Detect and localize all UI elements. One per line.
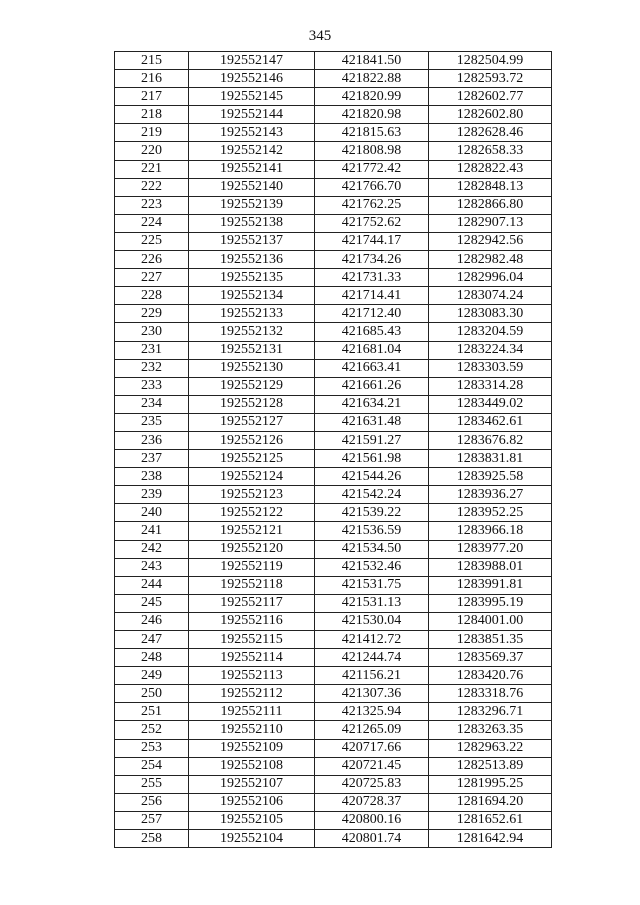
x-coordinate-cell: 421744.17 bbox=[315, 232, 429, 250]
y-coordinate-cell: 1281642.94 bbox=[429, 830, 552, 848]
point-id-cell: 192552147 bbox=[189, 52, 315, 70]
row-number-cell: 252 bbox=[115, 721, 189, 739]
x-coordinate-cell: 421591.27 bbox=[315, 431, 429, 449]
x-coordinate-cell: 421156.21 bbox=[315, 667, 429, 685]
x-coordinate-cell: 421265.09 bbox=[315, 721, 429, 739]
y-coordinate-cell: 1283462.61 bbox=[429, 413, 552, 431]
table-row bbox=[115, 341, 552, 359]
y-coordinate-cell: 1283449.02 bbox=[429, 395, 552, 413]
table-row bbox=[115, 251, 552, 269]
table-row bbox=[115, 631, 552, 649]
y-coordinate-cell: 1283851.35 bbox=[429, 631, 552, 649]
y-coordinate-cell: 1283676.82 bbox=[429, 431, 552, 449]
point-id-cell: 192552112 bbox=[189, 685, 315, 703]
row-number-cell: 222 bbox=[115, 178, 189, 196]
point-id-cell: 192552127 bbox=[189, 413, 315, 431]
row-number-cell: 230 bbox=[115, 323, 189, 341]
x-coordinate-cell: 421815.63 bbox=[315, 124, 429, 142]
row-number-cell: 215 bbox=[115, 52, 189, 70]
point-id-cell: 192552145 bbox=[189, 88, 315, 106]
y-coordinate-cell: 1282658.33 bbox=[429, 142, 552, 160]
y-coordinate-cell: 1284001.00 bbox=[429, 612, 552, 630]
y-coordinate-cell: 1282513.89 bbox=[429, 757, 552, 775]
y-coordinate-cell: 1282602.80 bbox=[429, 106, 552, 124]
table-row bbox=[115, 504, 552, 522]
row-number-cell: 237 bbox=[115, 450, 189, 468]
y-coordinate-cell: 1282602.77 bbox=[429, 88, 552, 106]
row-number-cell: 221 bbox=[115, 160, 189, 178]
row-number-cell: 244 bbox=[115, 576, 189, 594]
table-row bbox=[115, 413, 552, 431]
row-number-cell: 239 bbox=[115, 486, 189, 504]
point-id-cell: 192552129 bbox=[189, 377, 315, 395]
table-row bbox=[115, 811, 552, 829]
x-coordinate-cell: 421752.62 bbox=[315, 214, 429, 232]
x-coordinate-cell: 421531.13 bbox=[315, 594, 429, 612]
point-id-cell: 192552107 bbox=[189, 775, 315, 793]
x-coordinate-cell: 421244.74 bbox=[315, 649, 429, 667]
y-coordinate-cell: 1283318.76 bbox=[429, 685, 552, 703]
y-coordinate-cell: 1282628.46 bbox=[429, 124, 552, 142]
x-coordinate-cell: 421634.21 bbox=[315, 395, 429, 413]
row-number-cell: 240 bbox=[115, 504, 189, 522]
point-id-cell: 192552134 bbox=[189, 287, 315, 305]
point-id-cell: 192552135 bbox=[189, 269, 315, 287]
point-id-cell: 192552109 bbox=[189, 739, 315, 757]
point-id-cell: 192552111 bbox=[189, 703, 315, 721]
point-id-cell: 192552106 bbox=[189, 793, 315, 811]
y-coordinate-cell: 1283831.81 bbox=[429, 450, 552, 468]
x-coordinate-cell: 421841.50 bbox=[315, 52, 429, 70]
table-row bbox=[115, 594, 552, 612]
x-coordinate-cell: 421325.94 bbox=[315, 703, 429, 721]
y-coordinate-cell: 1282866.80 bbox=[429, 196, 552, 214]
row-number-cell: 257 bbox=[115, 811, 189, 829]
x-coordinate-cell: 421712.40 bbox=[315, 305, 429, 323]
point-id-cell: 192552128 bbox=[189, 395, 315, 413]
row-number-cell: 225 bbox=[115, 232, 189, 250]
x-coordinate-cell: 421661.26 bbox=[315, 377, 429, 395]
row-number-cell: 246 bbox=[115, 612, 189, 630]
y-coordinate-cell: 1283925.58 bbox=[429, 468, 552, 486]
y-coordinate-cell: 1283224.34 bbox=[429, 341, 552, 359]
row-number-cell: 217 bbox=[115, 88, 189, 106]
x-coordinate-cell: 421412.72 bbox=[315, 631, 429, 649]
x-coordinate-cell: 421542.24 bbox=[315, 486, 429, 504]
table-row bbox=[115, 178, 552, 196]
row-number-cell: 236 bbox=[115, 431, 189, 449]
point-id-cell: 192552123 bbox=[189, 486, 315, 504]
table-row bbox=[115, 196, 552, 214]
x-coordinate-cell: 421820.98 bbox=[315, 106, 429, 124]
table-row bbox=[115, 431, 552, 449]
x-coordinate-cell: 420800.16 bbox=[315, 811, 429, 829]
table-row bbox=[115, 667, 552, 685]
table-row bbox=[115, 685, 552, 703]
row-number-cell: 224 bbox=[115, 214, 189, 232]
table-row bbox=[115, 830, 552, 848]
x-coordinate-cell: 421536.59 bbox=[315, 522, 429, 540]
page-number: 345 bbox=[308, 28, 332, 44]
y-coordinate-cell: 1283074.24 bbox=[429, 287, 552, 305]
row-number-cell: 241 bbox=[115, 522, 189, 540]
y-coordinate-cell: 1282942.56 bbox=[429, 232, 552, 250]
x-coordinate-cell: 421544.26 bbox=[315, 468, 429, 486]
x-coordinate-cell: 421663.41 bbox=[315, 359, 429, 377]
x-coordinate-cell: 421772.42 bbox=[315, 160, 429, 178]
point-id-cell: 192552140 bbox=[189, 178, 315, 196]
x-coordinate-cell: 421531.75 bbox=[315, 576, 429, 594]
y-coordinate-cell: 1282822.43 bbox=[429, 160, 552, 178]
table-row bbox=[115, 757, 552, 775]
row-number-cell: 219 bbox=[115, 124, 189, 142]
point-id-cell: 192552137 bbox=[189, 232, 315, 250]
table-row bbox=[115, 721, 552, 739]
row-number-cell: 248 bbox=[115, 649, 189, 667]
row-number-cell: 255 bbox=[115, 775, 189, 793]
point-id-cell: 192552115 bbox=[189, 631, 315, 649]
x-coordinate-cell: 421685.43 bbox=[315, 323, 429, 341]
table-row bbox=[115, 70, 552, 88]
x-coordinate-cell: 421714.41 bbox=[315, 287, 429, 305]
point-id-cell: 192552113 bbox=[189, 667, 315, 685]
table-row bbox=[115, 612, 552, 630]
x-coordinate-cell: 421561.98 bbox=[315, 450, 429, 468]
row-number-cell: 256 bbox=[115, 793, 189, 811]
y-coordinate-cell: 1283936.27 bbox=[429, 486, 552, 504]
y-coordinate-cell: 1282982.48 bbox=[429, 251, 552, 269]
table-row bbox=[115, 305, 552, 323]
point-id-cell: 192552110 bbox=[189, 721, 315, 739]
point-id-cell: 192552132 bbox=[189, 323, 315, 341]
point-id-cell: 192552142 bbox=[189, 142, 315, 160]
point-id-cell: 192552105 bbox=[189, 811, 315, 829]
y-coordinate-cell: 1282504.99 bbox=[429, 52, 552, 70]
y-coordinate-cell: 1283204.59 bbox=[429, 323, 552, 341]
y-coordinate-cell: 1283303.59 bbox=[429, 359, 552, 377]
row-number-cell: 250 bbox=[115, 685, 189, 703]
row-number-cell: 243 bbox=[115, 558, 189, 576]
table-row bbox=[115, 359, 552, 377]
x-coordinate-cell: 421307.36 bbox=[315, 685, 429, 703]
y-coordinate-cell: 1283569.37 bbox=[429, 649, 552, 667]
row-number-cell: 232 bbox=[115, 359, 189, 377]
point-id-cell: 192552125 bbox=[189, 450, 315, 468]
x-coordinate-cell: 420725.83 bbox=[315, 775, 429, 793]
table-row bbox=[115, 232, 552, 250]
point-id-cell: 192552119 bbox=[189, 558, 315, 576]
row-number-cell: 226 bbox=[115, 251, 189, 269]
y-coordinate-cell: 1283977.20 bbox=[429, 540, 552, 558]
x-coordinate-cell: 421808.98 bbox=[315, 142, 429, 160]
point-id-cell: 192552144 bbox=[189, 106, 315, 124]
row-number-cell: 254 bbox=[115, 757, 189, 775]
row-number-cell: 233 bbox=[115, 377, 189, 395]
row-number-cell: 249 bbox=[115, 667, 189, 685]
x-coordinate-cell: 421530.04 bbox=[315, 612, 429, 630]
table-row bbox=[115, 377, 552, 395]
point-id-cell: 192552120 bbox=[189, 540, 315, 558]
point-id-cell: 192552136 bbox=[189, 251, 315, 269]
point-id-cell: 192552138 bbox=[189, 214, 315, 232]
x-coordinate-cell: 420728.37 bbox=[315, 793, 429, 811]
table-row bbox=[115, 88, 552, 106]
y-coordinate-cell: 1282907.13 bbox=[429, 214, 552, 232]
table-row bbox=[115, 486, 552, 504]
x-coordinate-cell: 421532.46 bbox=[315, 558, 429, 576]
x-coordinate-cell: 421681.04 bbox=[315, 341, 429, 359]
x-coordinate-cell: 421731.33 bbox=[315, 269, 429, 287]
row-number-cell: 238 bbox=[115, 468, 189, 486]
table-row bbox=[115, 160, 552, 178]
x-coordinate-cell: 421631.48 bbox=[315, 413, 429, 431]
y-coordinate-cell: 1283966.18 bbox=[429, 522, 552, 540]
x-coordinate-cell: 421734.26 bbox=[315, 251, 429, 269]
row-number-cell: 234 bbox=[115, 395, 189, 413]
y-coordinate-cell: 1283988.01 bbox=[429, 558, 552, 576]
y-coordinate-cell: 1283991.81 bbox=[429, 576, 552, 594]
table-row bbox=[115, 450, 552, 468]
table-row bbox=[115, 323, 552, 341]
table-row bbox=[115, 703, 552, 721]
row-number-cell: 242 bbox=[115, 540, 189, 558]
point-id-cell: 192552139 bbox=[189, 196, 315, 214]
y-coordinate-cell: 1283083.30 bbox=[429, 305, 552, 323]
table-row bbox=[115, 142, 552, 160]
y-coordinate-cell: 1281694.20 bbox=[429, 793, 552, 811]
row-number-cell: 227 bbox=[115, 269, 189, 287]
table-row bbox=[115, 775, 552, 793]
table-row bbox=[115, 52, 552, 70]
point-id-cell: 192552141 bbox=[189, 160, 315, 178]
point-id-cell: 192552116 bbox=[189, 612, 315, 630]
y-coordinate-cell: 1281652.61 bbox=[429, 811, 552, 829]
coordinates-table bbox=[114, 51, 552, 848]
table-row bbox=[115, 649, 552, 667]
y-coordinate-cell: 1283296.71 bbox=[429, 703, 552, 721]
point-id-cell: 192552146 bbox=[189, 70, 315, 88]
x-coordinate-cell: 420801.74 bbox=[315, 830, 429, 848]
point-id-cell: 192552118 bbox=[189, 576, 315, 594]
row-number-cell: 245 bbox=[115, 594, 189, 612]
point-id-cell: 192552117 bbox=[189, 594, 315, 612]
x-coordinate-cell: 421820.99 bbox=[315, 88, 429, 106]
table-row bbox=[115, 739, 552, 757]
point-id-cell: 192552126 bbox=[189, 431, 315, 449]
row-number-cell: 216 bbox=[115, 70, 189, 88]
y-coordinate-cell: 1282963.22 bbox=[429, 739, 552, 757]
row-number-cell: 218 bbox=[115, 106, 189, 124]
row-number-cell: 258 bbox=[115, 830, 189, 848]
point-id-cell: 192552130 bbox=[189, 359, 315, 377]
table-row bbox=[115, 124, 552, 142]
y-coordinate-cell: 1283263.35 bbox=[429, 721, 552, 739]
table-row bbox=[115, 793, 552, 811]
point-id-cell: 192552131 bbox=[189, 341, 315, 359]
x-coordinate-cell: 420721.45 bbox=[315, 757, 429, 775]
row-number-cell: 235 bbox=[115, 413, 189, 431]
row-number-cell: 231 bbox=[115, 341, 189, 359]
table-body bbox=[115, 52, 552, 848]
table-row bbox=[115, 269, 552, 287]
table-row bbox=[115, 395, 552, 413]
row-number-cell: 247 bbox=[115, 631, 189, 649]
y-coordinate-cell: 1283420.76 bbox=[429, 667, 552, 685]
table-row bbox=[115, 558, 552, 576]
row-number-cell: 251 bbox=[115, 703, 189, 721]
y-coordinate-cell: 1282848.13 bbox=[429, 178, 552, 196]
row-number-cell: 229 bbox=[115, 305, 189, 323]
x-coordinate-cell: 421762.25 bbox=[315, 196, 429, 214]
table-row bbox=[115, 540, 552, 558]
table-row bbox=[115, 214, 552, 232]
table-row bbox=[115, 522, 552, 540]
table-row bbox=[115, 576, 552, 594]
y-coordinate-cell: 1283995.19 bbox=[429, 594, 552, 612]
y-coordinate-cell: 1283952.25 bbox=[429, 504, 552, 522]
point-id-cell: 192552104 bbox=[189, 830, 315, 848]
x-coordinate-cell: 421534.50 bbox=[315, 540, 429, 558]
row-number-cell: 220 bbox=[115, 142, 189, 160]
point-id-cell: 192552143 bbox=[189, 124, 315, 142]
table-row bbox=[115, 106, 552, 124]
y-coordinate-cell: 1283314.28 bbox=[429, 377, 552, 395]
y-coordinate-cell: 1282593.72 bbox=[429, 70, 552, 88]
x-coordinate-cell: 421539.22 bbox=[315, 504, 429, 522]
row-number-cell: 228 bbox=[115, 287, 189, 305]
point-id-cell: 192552133 bbox=[189, 305, 315, 323]
row-number-cell: 253 bbox=[115, 739, 189, 757]
y-coordinate-cell: 1281995.25 bbox=[429, 775, 552, 793]
x-coordinate-cell: 421822.88 bbox=[315, 70, 429, 88]
row-number-cell: 223 bbox=[115, 196, 189, 214]
table-row bbox=[115, 287, 552, 305]
y-coordinate-cell: 1282996.04 bbox=[429, 269, 552, 287]
point-id-cell: 192552122 bbox=[189, 504, 315, 522]
point-id-cell: 192552108 bbox=[189, 757, 315, 775]
point-id-cell: 192552114 bbox=[189, 649, 315, 667]
x-coordinate-cell: 421766.70 bbox=[315, 178, 429, 196]
table-row bbox=[115, 468, 552, 486]
point-id-cell: 192552124 bbox=[189, 468, 315, 486]
x-coordinate-cell: 420717.66 bbox=[315, 739, 429, 757]
point-id-cell: 192552121 bbox=[189, 522, 315, 540]
